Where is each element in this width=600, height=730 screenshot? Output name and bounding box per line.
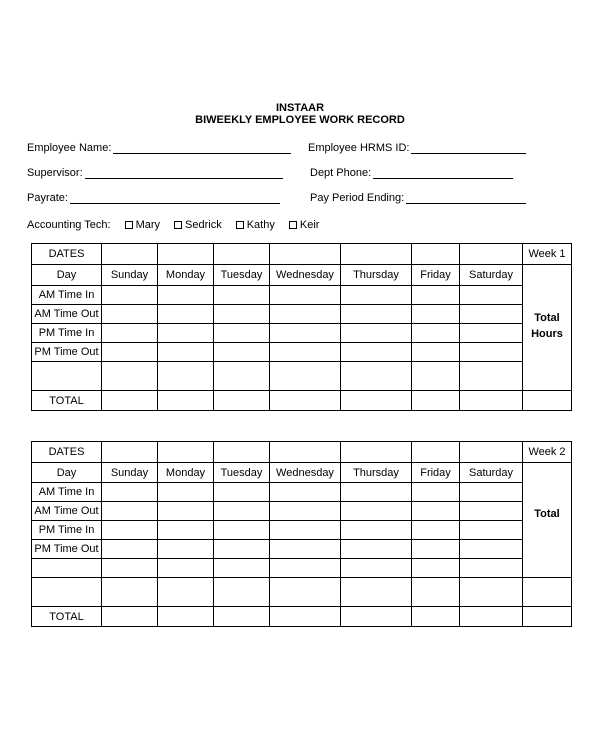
time-cell[interactable] <box>270 521 341 540</box>
supervisor-line[interactable] <box>85 168 283 179</box>
time-cell[interactable] <box>412 305 460 324</box>
time-cell[interactable] <box>270 578 341 607</box>
date-cell[interactable] <box>158 244 214 265</box>
time-cell[interactable] <box>341 559 412 578</box>
time-cell[interactable] <box>270 305 341 324</box>
total-cell[interactable] <box>214 391 270 411</box>
day-header: Monday <box>158 265 214 286</box>
week-label: Week 2 <box>523 442 572 463</box>
supervisor-field[interactable] <box>27 167 283 179</box>
day-header: Wednesday <box>270 265 341 286</box>
time-cell[interactable] <box>460 343 523 362</box>
employee-name-line[interactable] <box>113 143 291 154</box>
blank-row-cell[interactable] <box>32 362 102 391</box>
week-label: Week 1 <box>523 244 572 265</box>
time-cell[interactable] <box>341 483 412 502</box>
time-cell[interactable] <box>158 578 214 607</box>
time-cell[interactable] <box>341 343 412 362</box>
checkbox-icon[interactable] <box>236 221 244 229</box>
pay-period-label: Pay Period Ending: <box>310 192 405 204</box>
checkbox-icon[interactable] <box>289 221 297 229</box>
time-cell[interactable] <box>214 324 270 343</box>
row-label: AM Time In <box>32 286 102 305</box>
time-cell[interactable] <box>460 559 523 578</box>
day-header: Friday <box>412 463 460 483</box>
time-cell[interactable] <box>341 521 412 540</box>
day-header: Sunday <box>102 463 158 483</box>
total-cell[interactable] <box>341 607 412 627</box>
pay-period-field[interactable] <box>310 192 526 204</box>
row-label: AM Time Out <box>32 502 102 521</box>
date-cell[interactable] <box>270 442 341 463</box>
time-cell[interactable] <box>214 521 270 540</box>
total-cell[interactable] <box>158 391 214 411</box>
time-cell[interactable] <box>102 483 158 502</box>
grand-total-cell[interactable] <box>523 391 572 411</box>
checkbox-icon[interactable] <box>174 221 182 229</box>
time-cell[interactable] <box>214 362 270 391</box>
total-cell[interactable] <box>412 391 460 411</box>
total-cell[interactable] <box>158 607 214 627</box>
time-cell[interactable] <box>341 362 412 391</box>
time-cell[interactable] <box>158 559 214 578</box>
dept-phone-label: Dept Phone: <box>310 167 372 179</box>
day-header: Friday <box>412 265 460 286</box>
total-hours-cell: Total <box>523 463 572 578</box>
time-cell[interactable] <box>341 502 412 521</box>
week1-table <box>31 243 572 411</box>
form-title: BIWEEKLY EMPLOYEE WORK RECORD <box>195 114 405 126</box>
day-label: Day <box>32 265 102 286</box>
employee-name-field[interactable] <box>27 142 291 154</box>
day-header: Monday <box>158 463 214 483</box>
time-cell[interactable] <box>412 483 460 502</box>
time-cell[interactable] <box>102 286 158 305</box>
row-label: PM Time Out <box>32 540 102 559</box>
employee-id-line[interactable] <box>411 143 526 154</box>
time-cell[interactable] <box>158 483 214 502</box>
row-label: AM Time In <box>32 483 102 502</box>
time-cell[interactable] <box>341 324 412 343</box>
employee-id-field[interactable] <box>308 142 526 154</box>
date-cell[interactable] <box>158 442 214 463</box>
time-cell[interactable] <box>158 324 214 343</box>
total-cell[interactable] <box>270 607 341 627</box>
time-cell[interactable] <box>158 362 214 391</box>
row-label: PM Time In <box>32 521 102 540</box>
time-cell[interactable] <box>270 343 341 362</box>
payrate-label: Payrate: <box>27 192 68 204</box>
date-cell[interactable] <box>102 244 158 265</box>
time-cell[interactable] <box>214 578 270 607</box>
supervisor-label: Supervisor: <box>27 167 83 179</box>
total-cell[interactable] <box>412 607 460 627</box>
payrate-field[interactable] <box>27 192 280 204</box>
date-cell[interactable] <box>341 442 412 463</box>
time-cell[interactable] <box>158 502 214 521</box>
time-cell[interactable] <box>460 305 523 324</box>
time-cell[interactable] <box>412 362 460 391</box>
time-cell[interactable] <box>412 502 460 521</box>
date-cell[interactable] <box>214 244 270 265</box>
time-cell[interactable] <box>270 540 341 559</box>
day-header: Thursday <box>341 265 412 286</box>
day-label: Day <box>32 463 102 483</box>
time-cell[interactable] <box>270 559 341 578</box>
blank-row-cell[interactable] <box>32 559 102 578</box>
day-header: Sunday <box>102 265 158 286</box>
time-cell[interactable] <box>214 559 270 578</box>
dates-label: DATES <box>32 442 102 463</box>
time-cell[interactable] <box>412 286 460 305</box>
tech-option-sedrick[interactable]: Sedrick <box>174 219 222 231</box>
time-cell[interactable] <box>270 362 341 391</box>
time-cell[interactable] <box>460 324 523 343</box>
time-cell[interactable] <box>412 343 460 362</box>
total-cell[interactable] <box>270 391 341 411</box>
time-cell[interactable] <box>102 362 158 391</box>
time-cell[interactable] <box>158 286 214 305</box>
date-cell[interactable] <box>102 442 158 463</box>
company-name: INSTAAR <box>275 102 325 114</box>
dept-phone-field[interactable] <box>310 167 513 179</box>
day-header: Saturday <box>460 265 523 286</box>
employee-name-label: Employee Name: <box>27 142 112 154</box>
time-cell[interactable] <box>102 578 158 607</box>
date-cell[interactable] <box>270 244 341 265</box>
time-cell[interactable] <box>214 286 270 305</box>
time-cell[interactable] <box>460 502 523 521</box>
time-cell[interactable] <box>102 343 158 362</box>
tech-option-mary[interactable]: Mary <box>125 219 160 231</box>
time-cell[interactable] <box>158 540 214 559</box>
time-cell[interactable] <box>214 540 270 559</box>
total-cell[interactable] <box>460 607 523 627</box>
time-cell[interactable] <box>214 343 270 362</box>
time-cell[interactable] <box>460 286 523 305</box>
time-cell[interactable] <box>460 578 523 607</box>
time-cell[interactable] <box>158 305 214 324</box>
total-label: TOTAL <box>32 607 102 627</box>
time-cell[interactable] <box>214 305 270 324</box>
time-cell[interactable] <box>412 324 460 343</box>
date-cell[interactable] <box>214 442 270 463</box>
blank-row-cell[interactable] <box>32 578 102 607</box>
time-cell[interactable] <box>412 540 460 559</box>
date-cell[interactable] <box>460 442 523 463</box>
day-header: Tuesday <box>214 463 270 483</box>
time-cell[interactable] <box>102 324 158 343</box>
total-cell[interactable] <box>214 607 270 627</box>
day-header: Saturday <box>460 463 523 483</box>
dates-label: DATES <box>32 244 102 265</box>
time-cell[interactable] <box>102 559 158 578</box>
time-cell[interactable] <box>214 502 270 521</box>
time-cell[interactable] <box>460 362 523 391</box>
tech-option-kathy[interactable]: Kathy <box>236 219 275 231</box>
time-cell[interactable] <box>102 305 158 324</box>
time-cell[interactable] <box>214 483 270 502</box>
total-cell[interactable] <box>102 607 158 627</box>
row-label: AM Time Out <box>32 305 102 324</box>
pay-period-line[interactable] <box>406 193 526 204</box>
date-cell[interactable] <box>341 244 412 265</box>
time-cell[interactable] <box>341 578 412 607</box>
total-hours-cell: Total Hours <box>523 265 572 391</box>
time-cell[interactable] <box>412 578 460 607</box>
time-cell[interactable] <box>341 540 412 559</box>
date-cell[interactable] <box>412 442 460 463</box>
total-hours-blank[interactable] <box>523 578 572 607</box>
accounting-tech-label: Accounting Tech: <box>27 219 111 231</box>
day-header: Wednesday <box>270 463 341 483</box>
day-header: Thursday <box>341 463 412 483</box>
time-cell[interactable] <box>270 286 341 305</box>
employee-id-label: Employee HRMS ID: <box>308 142 410 154</box>
dept-phone-line[interactable] <box>373 168 513 179</box>
time-cell[interactable] <box>102 502 158 521</box>
time-cell[interactable] <box>341 286 412 305</box>
payrate-line[interactable] <box>70 193 280 204</box>
day-header: Tuesday <box>214 265 270 286</box>
time-cell[interactable] <box>102 521 158 540</box>
time-cell[interactable] <box>270 324 341 343</box>
tech-option-keir[interactable]: Keir <box>289 219 320 231</box>
date-cell[interactable] <box>460 244 523 265</box>
time-cell[interactable] <box>270 502 341 521</box>
week2-table <box>31 441 572 627</box>
time-cell[interactable] <box>158 343 214 362</box>
time-cell[interactable] <box>412 559 460 578</box>
total-cell[interactable] <box>102 391 158 411</box>
grand-total-cell[interactable] <box>523 607 572 627</box>
time-cell[interactable] <box>460 540 523 559</box>
total-label: TOTAL <box>32 391 102 411</box>
time-cell[interactable] <box>102 540 158 559</box>
row-label: PM Time In <box>32 324 102 343</box>
time-cell[interactable] <box>460 521 523 540</box>
time-cell[interactable] <box>341 305 412 324</box>
accounting-tech-group <box>27 219 319 231</box>
time-cell[interactable] <box>270 483 341 502</box>
row-label: PM Time Out <box>32 343 102 362</box>
total-cell[interactable] <box>460 391 523 411</box>
checkbox-icon[interactable] <box>125 221 133 229</box>
time-cell[interactable] <box>460 483 523 502</box>
time-cell[interactable] <box>158 521 214 540</box>
date-cell[interactable] <box>412 244 460 265</box>
total-cell[interactable] <box>341 391 412 411</box>
time-cell[interactable] <box>412 521 460 540</box>
